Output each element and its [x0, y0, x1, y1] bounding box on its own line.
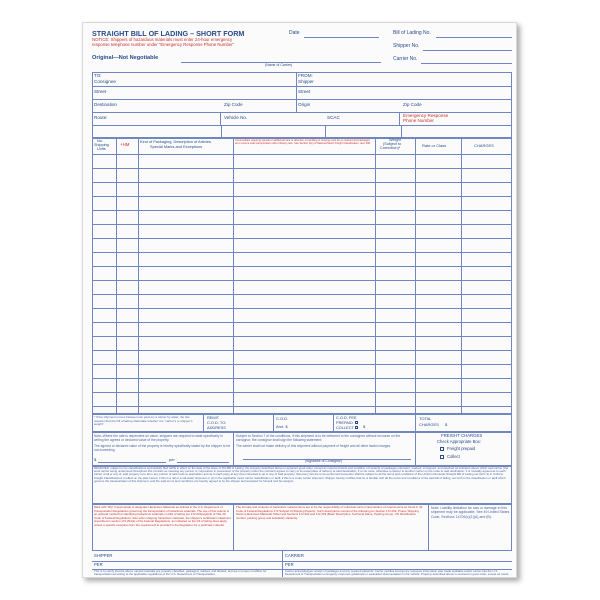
- item-row-line: [92, 322, 512, 323]
- shipper-no-line[interactable]: [423, 50, 512, 51]
- item-row-line: [92, 378, 512, 379]
- shipper-signature-label: SHIPPER: [94, 553, 113, 558]
- scac-label: SCAC: [327, 115, 340, 120]
- cod-fee-collect-label: COLLECT: [336, 425, 354, 430]
- notice-line-2: response telephone number under “Emergency Response Phone Number”: [92, 42, 235, 47]
- shipper-per-label: PER: [94, 562, 103, 567]
- original-not-negotiable: Original—Not Negotiable: [92, 55, 159, 61]
- item-row-line: [92, 210, 512, 211]
- item-row-line: [92, 350, 512, 351]
- col-units-2: Shipping: [94, 143, 109, 147]
- shipper-label: Shipper: [298, 79, 314, 84]
- from-label: FROM:: [298, 73, 313, 78]
- declared-value-per: per: [169, 457, 175, 462]
- col-units-1: No.: [97, 139, 103, 143]
- bill-of-lading-no-line[interactable]: [436, 37, 512, 38]
- liability-note: Note: Liability limitation for loss or damage in this shipment may be applicable. See 49 United States Code, Sections 14706(c)(1)(A) and (B).: [431, 506, 510, 519]
- carrier-signature-line[interactable]: [283, 561, 512, 562]
- shipper-no-label: Shipper No.: [393, 43, 420, 49]
- col-weight-2: (Subject to: [383, 142, 402, 146]
- note-agreed-value: The agreed or declared value of the property is hereby specifically stated by the shipper to be not exceeding: [94, 444, 231, 453]
- date-line[interactable]: [304, 37, 379, 38]
- total-charges-amount: $: [445, 422, 448, 427]
- col-weight-1: Weight: [389, 138, 401, 142]
- item-row-line: [92, 224, 512, 225]
- note-section-7: Subject to Section 7 of the conditions, if this shipment is to be delivered to the consignee without recourse on the consignor, the consignor shall sign the following statement:: [236, 434, 401, 443]
- vehicle-no-label: Vehicle No.: [224, 115, 248, 120]
- cod-fee-label: C.O.D. FEE: [336, 415, 357, 420]
- items-table: [92, 138, 512, 414]
- item-row-line: [92, 294, 512, 295]
- item-row-line: [92, 280, 512, 281]
- note-water-carrier: * If the shipment moves between two ports by a carrier by water, the law requires that the bill of lading shall state whether it is “carrier’s or shipper’s weight”.: [94, 415, 193, 427]
- item-row-line: [92, 196, 512, 197]
- date-label: Date: [289, 30, 300, 36]
- col-weight-3: Correction)*: [380, 146, 401, 150]
- consignee-label: Consignee: [94, 79, 116, 84]
- shipper-certification: This is to certify that the above named materials are properly classified, packaged, marked, and labeled, and are in proper condition for transportation according to the applicable regulations of the U.S. Department of Transportation.: [94, 569, 267, 577]
- remit-label-3: ADDRESS: [207, 425, 226, 430]
- shipper-street-label: Street: [298, 89, 311, 94]
- carrier-per-label: PER: [285, 562, 294, 567]
- signature-of-consignor-label: (Signature of Consignor): [305, 459, 342, 463]
- item-row-line: [92, 336, 512, 337]
- carrier-signature-label: CARRIER: [285, 553, 304, 558]
- freight-collect-label: Collect: [447, 454, 460, 459]
- item-row-line: [92, 238, 512, 239]
- declared-value-dollar: $: [94, 457, 97, 462]
- carrier-no-label: Carrier No.: [393, 56, 418, 62]
- item-row-line: [92, 252, 512, 253]
- col-units-3: Units: [97, 147, 106, 151]
- cod-collect-checkbox[interactable]: [355, 426, 358, 429]
- name-of-carrier-label: (Name of Carrier): [265, 63, 293, 67]
- received-terms: RECEIVED, subject to the classifications and lawfully filed tariffs in effect on the date of the issue of this Bill of Lading, the property described above in apparent good order, except as noted (contents and condition of contents of packages unknown), marked, consigned, and destined as indicated above which said carrier (the word carrier being understood throughout this contract as meaning any person or corporation in possession of the property under the contract) agrees to carry to its usual place of delivery at said destination, if on its route, otherwise to deliver to another carrier on the route to said destination. It is mutually agreed as to each carrier of all or any of, said property over all or any portion of said route to destination and as to each party at any time interested in all or any of said property, that every service to be performed hereunder shall be subject to all the terms and conditions of the Uniform Domestic Straight Bill of Lading set forth (1) in Uniform Freight Classifications in effect on the date hereof, if this is a rail or a rail-water shipment or (2) in the applicable motor carrier classification or tariff, if this is a motor carrier shipment. Shipper hereby certifies that he is familiar with all the terms and conditions of the said bill of lading, set forth in the classification or tariff which governs the transportation of this shipment, and the said terms and conditions are hereby agreed to by the shipper and accepted for himself and his assigns.: [94, 467, 509, 483]
- col-charges: CHARGES: [474, 143, 494, 148]
- col-rate: Rate or Class: [422, 143, 447, 148]
- remit-label-2: C.O.D. TO:: [207, 420, 227, 425]
- carrier-acknowledgement: Carrier acknowledges receipt of packages and any required placards. Carrier certifies emergency response information was made available and/or carrier has the U.S. Department of Transportation emergency response guidebook or equivalent documentation in the vehicle. Property described above is received in good order, except as noted.: [285, 569, 509, 577]
- freight-prepaid-label: Freight prepaid: [447, 446, 476, 451]
- form-title: STRAIGHT BILL OF LADING – SHORT FORM: [92, 29, 245, 38]
- item-row-line: [92, 308, 512, 309]
- emergency-response-label: Emergency Response: [403, 113, 449, 118]
- shipper-signature-line[interactable]: [92, 561, 282, 562]
- to-label: TO:: [94, 73, 102, 78]
- total-charges-label-1: TOTAL: [419, 416, 432, 421]
- origin-zip-label: Zip Code: [403, 102, 422, 107]
- col-kind-1: Kind of Packaging, Description of Articles: [140, 139, 211, 144]
- freight-collect-checkbox[interactable]: [440, 455, 444, 459]
- col-kind-note: Commodities requiring special or additional care or attention in handling or stowing must be so marked and packaged as to ensure safe transportation with ordinary care. See Section 2(e) of National Motor Freight Classification, item 360.: [235, 139, 371, 146]
- bill-of-lading-form: [82, 22, 517, 578]
- carrier-no-line[interactable]: [421, 63, 512, 64]
- item-row-line: [92, 392, 512, 393]
- cod-fee-amount: $: [363, 424, 366, 429]
- bill-of-lading-no-label: Bill of Lading No.: [393, 30, 431, 36]
- col-hm: +HM: [120, 142, 130, 147]
- check-appropriate-box: Check Appropriate Box:: [437, 439, 481, 444]
- note-rate-dependent: Note–Where the rate is dependent on value, shippers are required to state specifically in writing the agreed or declared value of the property.: [94, 434, 223, 443]
- hazmat-format-note: The formats and contents of hazardous material items are to be the responsibility of individual carrier interpretation of requirements as found in 49 Code of Federal Regulations 172 Subpart C(Shipping Papers). Such descriptions consist of the following per Section 172.202: Proper Shipping Name (Hazardous Materials Table) and Sections 172.202 and 172.203 (Basic Description, Technical Name, Packing Group, UN Identification number, packing group and subsidiary Hazards).: [236, 506, 423, 520]
- consignee-street-label: Street: [94, 89, 107, 94]
- cod-prepaid-checkbox[interactable]: [355, 421, 358, 424]
- declared-value-line[interactable]: [98, 462, 166, 463]
- total-charges-label-2: CHARGES: [419, 422, 439, 427]
- hazmat-mark-note: Mark with “RQ” if appropriate to designate Hazardous Materials as defined in the U.S. Department of Transportation Regulations governing the transportation of hazardous materials. The use of this column is an optional method for identifying hazardous materials on bills of lading per 172.201(a)(1)(iii) of Title 49 Code of Federal Regulations. Also when shipping hazardous materials, the shipper’s certification statement prescribed in section 172.204(a) of the Federal Regulations, as indicated on the bill of lading does apply, unless a specific exception from the requirement is provided in the Regulation for a particular material.: [94, 506, 231, 527]
- cod-fee-prepaid-label: PREPAID: [336, 420, 353, 425]
- emergency-phone-label: Phone Number: [403, 118, 434, 123]
- remit-label-1: REMIT: [207, 415, 220, 420]
- notice-line-1: NOTICE: Shippers of hazardous materials must enter 24-hour emergency: [92, 37, 233, 42]
- cod-amount-label: Amt. $: [276, 424, 288, 429]
- col-kind-2: Special Marks and Exceptions: [150, 144, 203, 149]
- item-row-line: [92, 168, 512, 169]
- declared-value-per-line[interactable]: [177, 462, 229, 463]
- route-label: Route:: [94, 115, 108, 120]
- item-row-line: [92, 182, 512, 183]
- item-row-line: [92, 266, 512, 267]
- item-row-line: [92, 364, 512, 365]
- item-row-line: [92, 406, 512, 407]
- origin-label: Origin: [298, 102, 311, 107]
- note-carrier-delivery: The carrier shall not make delivery of this shipment without payment of freight and all other lawful charges.: [236, 444, 392, 448]
- cod-label: C.O.D.: [276, 416, 289, 421]
- destination-label: Destination: [94, 102, 117, 107]
- destination-zip-label: Zip Code: [224, 102, 243, 107]
- freight-prepaid-checkbox[interactable]: [440, 447, 444, 451]
- freight-charges-title: FREIGHT CHARGES: [441, 433, 483, 438]
